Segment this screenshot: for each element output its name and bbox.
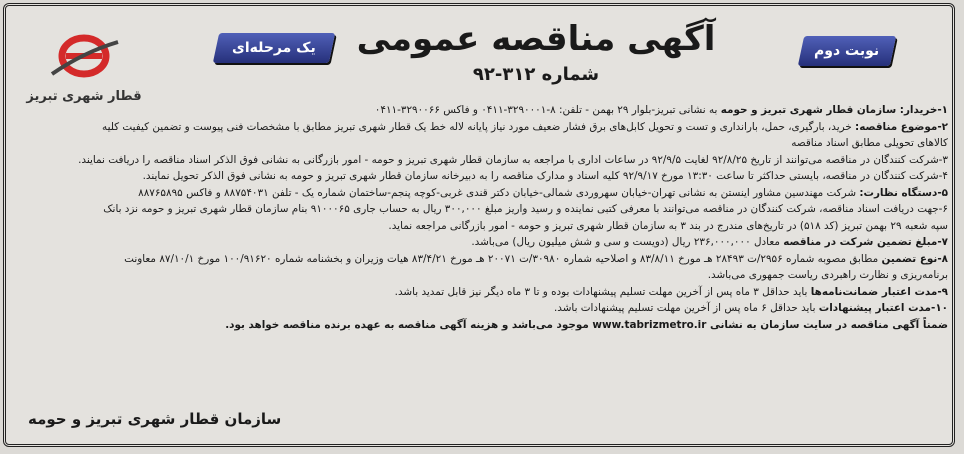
clause-line: ۶-جهت دریافت اسناد مناقصه، شرکت کنندگان در مناقصه می‌توانند با معرفی کتبی نماینده و رسید واریز مبلغ ۳۰۰,۰۰۰ ریال به حساب جاری ۹۱۰۰۰۶۵ بنام سازمان قطار شهری تبریز و حومه نزد بانک [103,203,948,215]
badge-one-stage [213,33,335,63]
clause-line: ۱-خریدار: سازمان قطار شهری تبریز و حومه به نشانی تبریز-بلوار ۲۹ بهمن - تلفن: ۸-۳۲۹۰۰۰۱-۰۴۱۱ و فاکس ۳۲۹۰۰۶۶-۰۴۱۱ [374,104,948,116]
notice-body [20,102,948,333]
clause-line: برنامه‌ریزی و نظارت راهبردی ریاست جمهوری می‌باشد. [707,269,948,281]
clause-line: ۱۰-مدت اعتبار پیشنهادات باید حداقل ۶ ماه پس از آخرین مهلت تسلیم پیشنهادات باشد. [553,302,948,314]
clause-line: ۸-نوع تضمین مطابق مصوبه شماره ۲۹۵۶/ت ۲۸۴۹۳ هـ مورخ ۸۳/۸/۱۱ و اصلاحیه شماره ۳۰۹۸۰/ت ۲۰۰۷۱ هـ مورخ ۸۳/۴/۲۱ هیات وزیران و بخشنامه شماره ۱۰۰/۹۱۶۲۰ مورخ ۸۷/۱۰/۱ معاونت [124,252,948,265]
badge-one-stage-label: یک مرحله‌ای [232,40,316,56]
logo-caption: قطار شهری تبریز [26,89,142,104]
clause-line: کالاهای تحویلی مطابق اسناد مناقصه [791,137,948,149]
badge-second-turn [798,36,896,66]
clause-line: ۷-مبلغ تضمین شرکت در مناقصه معادل ۲۳۶,۰۰۰,۰۰۰ ریال (دویست و سی و شش میلیون ریال) می‌باشد. [471,236,948,248]
signature: سازمان قطار شهری تبریز و حومه [28,410,282,428]
clause-line: ۵-دستگاه نظارت: شرکت مهندسین مشاور اینستن به نشانی تهران-خیابان سهروردی شمالی-خیابان دکتر قندی غربی-کوچه پنجم-ساختمان شماره یک - تلفن ۸۸۷۵۴۰۳۱ و فاکس ۸۸۷۶۵۸۹۵ [138,186,948,199]
clause-line: ۴-شرکت کنندگان در مناقصه، بایستی حداکثر تا ساعت ۱۳:۳۰ مورخ ۹۲/۹/۱۷ کلیه اسناد و مدارک مناقصه را به دبیرخانه سازمان قطار شهری تبریز و حومه به نشانی فوق الذکر تحویل نمایند. [142,170,948,182]
notice-frame [3,3,955,447]
tabriz-metro-logo [24,22,144,108]
notice-number: شماره ۳۱۲-۹۲ [472,64,600,85]
badge-second-turn-label: نوبت دوم [814,43,880,59]
clause-line: ۳-شرکت کنندگان در مناقصه می‌توانند از تاریخ ۹۲/۸/۲۵ لغایت ۹۲/۹/۵ در ساعات اداری با مراجعه به سازمان قطار شهری تبریز و حومه - امور بازرگانی به نشانی فوق الذکر اسناد مناقصه را دریافت نمایند. [78,153,948,166]
clause-line: سپه شعبه ۲۹ بهمن تبریز (کد ۵۱۸) در تاریخ‌های مندرج در بند ۳ به سازمان قطار شهری تبریز و حومه - امور بازرگانی مراجعه نماید. [388,219,948,232]
clause-line: ۹-مدت اعتبار ضمانت‌نامه‌ها باید حداقل ۳ ماه پس از آخرین مهلت تسلیم پیشنهادات بوده و تا ۳ ماه دیگر نیز قابل تمدید باشد. [394,285,948,298]
notice-title: آگهی مناقصه عمومی [356,19,716,59]
clause-line: ۲-موضوع مناقصه: خرید، بارگیری، حمل، بارانداری و تست و تحویل کابل‌های برق فشار ضعیف مورد نیاز پایانه لاله خط یک قطار شهری تبریز مطابق با مشخصات فنی پیوست و تضمین کیفیت کلیه [102,120,948,133]
clause-line: ضمناً آگهی مناقصه در سایت سازمان به نشانی www.tabrizmetro.ir موجود می‌باشد و هزینه آگهی مناقصه به عهده برنده مناقصه خواهد بود. [225,318,948,331]
